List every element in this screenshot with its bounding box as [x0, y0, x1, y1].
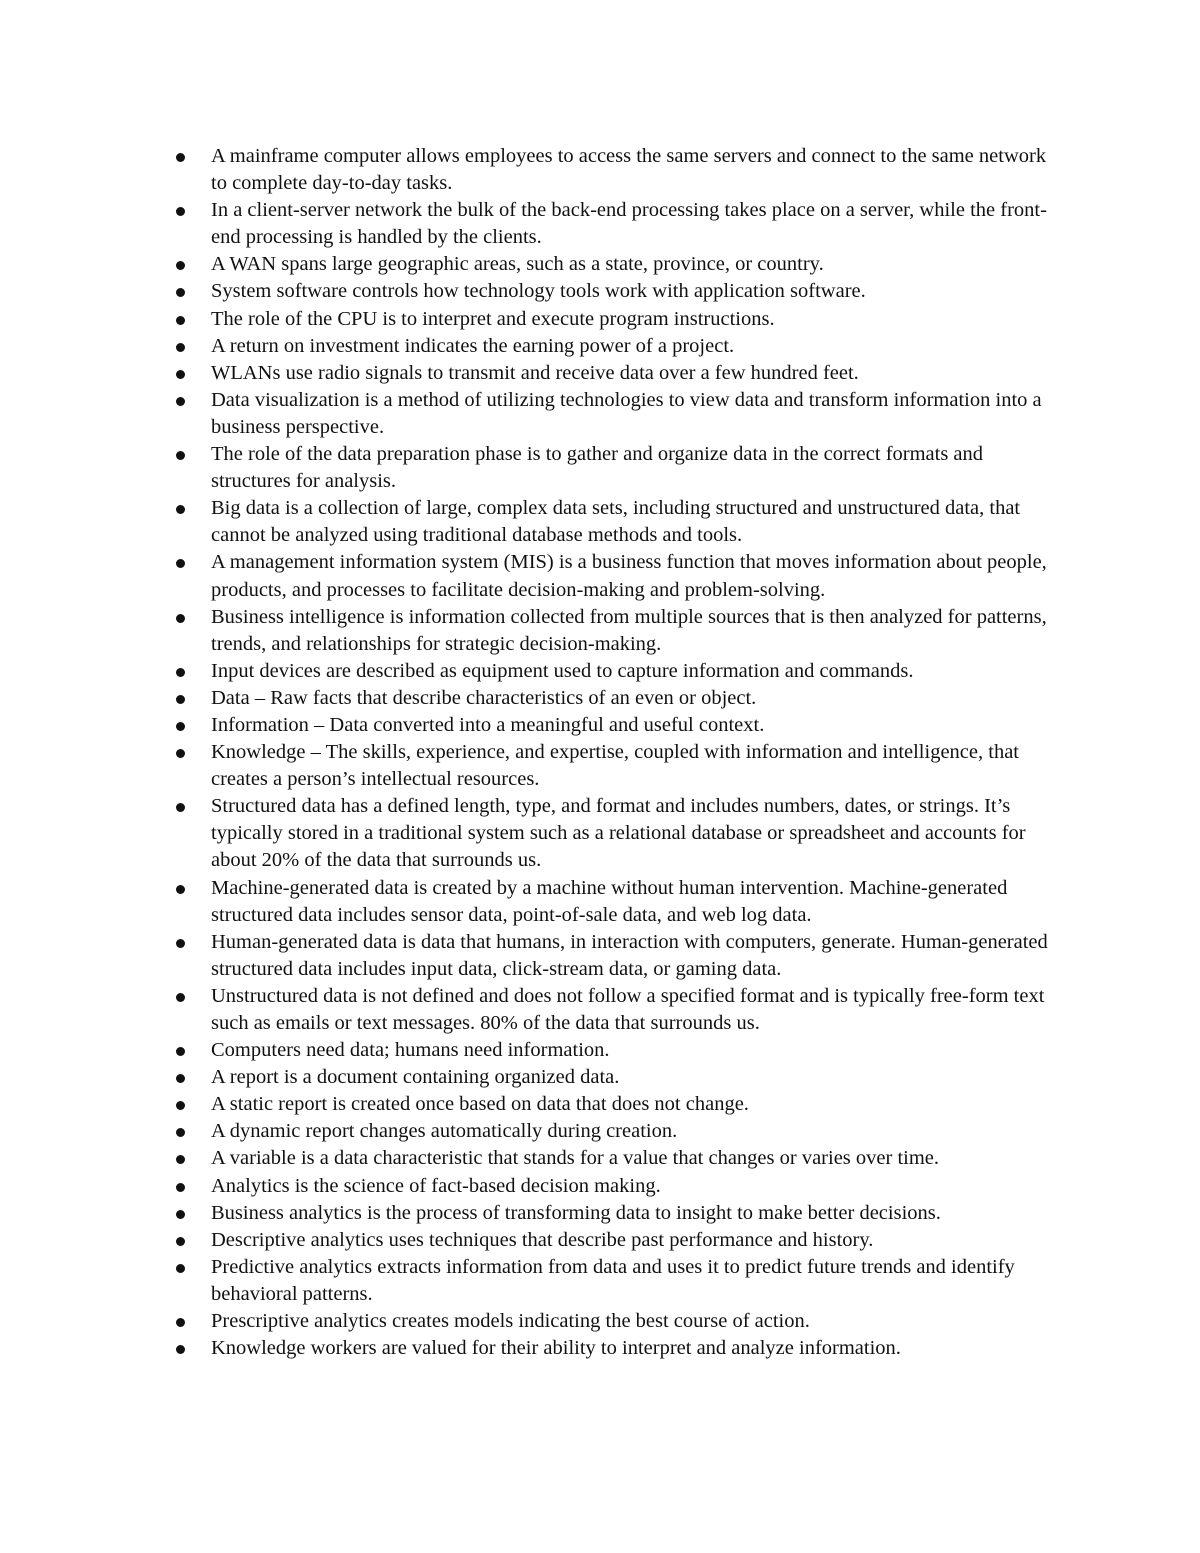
list-item [180, 1091, 1065, 1118]
bullet-dot-icon [176, 1183, 185, 1192]
bullet-dot-icon [176, 1155, 185, 1164]
list-item [180, 387, 1065, 441]
list-item [180, 360, 1065, 387]
list-item-text: Knowledge workers are valued for their ability to interpret and analyze information. [211, 1337, 901, 1360]
list-item [180, 1064, 1065, 1091]
bullet-dot-icon [176, 993, 185, 1002]
list-item [180, 1335, 1065, 1362]
bullet-dot-icon [176, 1101, 185, 1110]
bullet-dot-icon [176, 505, 185, 514]
list-item [180, 1254, 1065, 1308]
bullet-dot-icon [176, 343, 185, 352]
list-item-text: Descriptive analytics uses techniques that describe past performance and history. [211, 1228, 874, 1251]
bullet-dot-icon [176, 153, 185, 162]
list-item-text: The role of the CPU is to interpret and execute program instructions. [211, 307, 775, 330]
bullet-dot-icon [176, 316, 185, 325]
bullet-dot-icon [176, 1047, 185, 1056]
list-item-text: Business intelligence is information collected from multiple sources that is then analyzed for patterns, trends, and relationships for strategic decision-making. [211, 605, 1047, 655]
list-item-text: A report is a document containing organized data. [211, 1066, 620, 1089]
bullet-dot-icon [176, 451, 185, 460]
list-item-text: Structured data has a defined length, type, and format and includes numbers, dates, or strings. It’s typically stored in a traditional system such as a relational database or spreadsheet and accounts for about 20% of the data that surrounds us. [211, 795, 1026, 872]
list-item [180, 1118, 1065, 1145]
list-item [180, 1227, 1065, 1254]
list-item-text: Predictive analytics extracts information from data and uses it to predict future trends and identify behavioral patterns. [211, 1255, 1015, 1305]
list-item [180, 1145, 1065, 1172]
list-item-text: In a client-server network the bulk of the back-end processing takes place on a server, while the front-end processing is handled by the clients. [211, 199, 1047, 249]
list-item-text: Input devices are described as equipment used to capture information and commands. [211, 659, 914, 682]
list-item-text: System software controls how technology tools work with application software. [211, 280, 866, 303]
bullet-dot-icon [176, 397, 185, 406]
list-item-text: The role of the data preparation phase is to gather and organize data in the correct formats and structures for analysis. [211, 443, 984, 493]
bullet-dot-icon [176, 885, 185, 894]
list-item [180, 306, 1065, 333]
bullet-dot-icon [176, 695, 185, 704]
list-item [180, 441, 1065, 495]
list-item [180, 983, 1065, 1037]
bullet-dot-icon [176, 207, 185, 216]
bullet-list [180, 143, 1065, 1362]
list-item-text: A variable is a data characteristic that stands for a value that changes or varies over time. [211, 1147, 940, 1170]
bullet-dot-icon [176, 288, 185, 297]
list-item-text: Machine-generated data is created by a machine without human intervention. Machine-generated structured data includes sensor data, point-of-sale data, and web log data. [211, 876, 1008, 926]
bullet-dot-icon [176, 722, 185, 731]
list-item [180, 197, 1065, 251]
list-item [180, 1173, 1065, 1200]
bullet-dot-icon [176, 614, 185, 623]
list-item-text: Knowledge – The skills, experience, and expertise, coupled with information and intelligence, that creates a person’s intellectual resources. [211, 741, 1019, 791]
list-item [180, 1308, 1065, 1335]
bullet-dot-icon [176, 1318, 185, 1327]
list-item [180, 712, 1065, 739]
list-item [180, 1037, 1065, 1064]
list-item [180, 739, 1065, 793]
list-item-text: Data visualization is a method of utilizing technologies to view data and transform information into a business perspective. [211, 388, 1042, 438]
list-item [180, 251, 1065, 278]
list-item [180, 143, 1065, 197]
list-item-text: A dynamic report changes automatically during creation. [211, 1120, 678, 1143]
list-item-text: Data – Raw facts that describe characteristics of an even or object. [211, 686, 757, 709]
bullet-dot-icon [176, 939, 185, 948]
bullet-dot-icon [176, 1345, 185, 1354]
bullet-dot-icon [176, 668, 185, 677]
list-item-text: Computers need data; humans need information. [211, 1039, 610, 1062]
bullet-dot-icon [176, 1074, 185, 1083]
list-item [180, 929, 1065, 983]
list-item-text: Prescriptive analytics creates models indicating the best course of action. [211, 1310, 810, 1333]
list-item [180, 685, 1065, 712]
list-item-text: Unstructured data is not defined and does not follow a specified format and is typically free-form text such as emails or text messages. 80% of the data that surrounds us. [211, 984, 1045, 1034]
list-item-text: A mainframe computer allows employees to access the same servers and connect to the same network to complete day-to-day tasks. [211, 145, 1047, 195]
bullet-dot-icon [176, 1128, 185, 1137]
list-item [180, 1200, 1065, 1227]
list-item-text: A static report is created once based on data that does not change. [211, 1093, 749, 1116]
list-item [180, 333, 1065, 360]
list-item-text: A return on investment indicates the earning power of a project. [211, 334, 735, 357]
list-item-text: A WAN spans large geographic areas, such as a state, province, or country. [211, 253, 824, 276]
list-item [180, 875, 1065, 929]
list-item-text: A management information system (MIS) is a business function that moves information about people, products, and processes to facilitate decision-making and problem-solving. [211, 551, 1047, 601]
bullet-dot-icon [176, 1264, 185, 1273]
list-item-text: Human-generated data is data that humans, in interaction with computers, generate. Human-generated structured data includes input data, click-stream data, or gaming data. [211, 930, 1048, 980]
list-item [180, 278, 1065, 305]
list-item [180, 495, 1065, 549]
list-item [180, 793, 1065, 874]
list-item [180, 549, 1065, 603]
list-item-text: Information – Data converted into a meaningful and useful context. [211, 713, 765, 736]
list-item [180, 604, 1065, 658]
list-item-text: Business analytics is the process of transforming data to insight to make better decisions. [211, 1201, 941, 1224]
bullet-dot-icon [176, 749, 185, 758]
list-item-text: Big data is a collection of large, complex data sets, including structured and unstructured data, that cannot be analyzed using traditional database methods and tools. [211, 497, 1021, 547]
bullet-dot-icon [176, 559, 185, 568]
bullet-dot-icon [176, 1237, 185, 1246]
bullet-dot-icon [176, 1210, 185, 1219]
list-item-text: WLANs use radio signals to transmit and receive data over a few hundred feet. [211, 361, 859, 384]
list-item [180, 658, 1065, 685]
bullet-dot-icon [176, 370, 185, 379]
bullet-dot-icon [176, 803, 185, 812]
list-item-text: Analytics is the science of fact-based decision making. [211, 1174, 661, 1197]
bullet-dot-icon [176, 261, 185, 270]
